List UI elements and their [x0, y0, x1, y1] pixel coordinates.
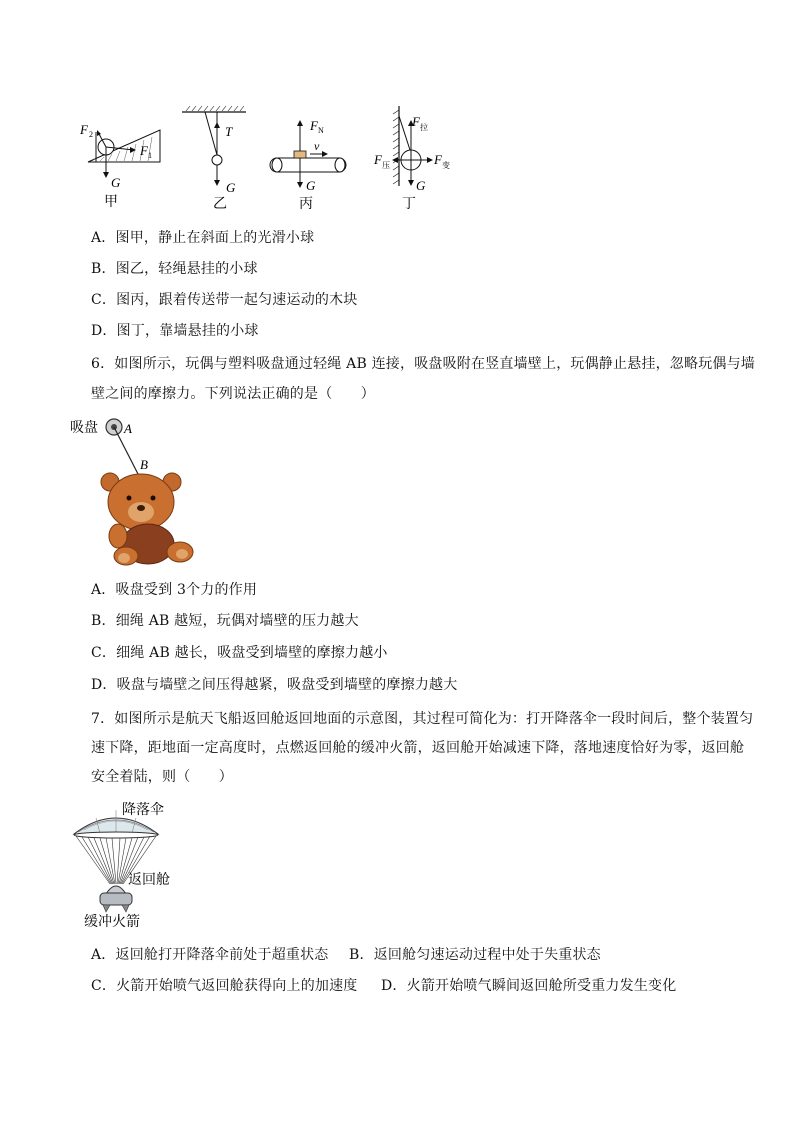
teddy-bear-icon [101, 473, 193, 565]
q7-option-d[interactable]: D．火箭开始喷气瞬间返回舱所受重力发生变化 [381, 978, 677, 994]
q7-stem-line2: 速下降，距地面一定高度时，点燃返回舱的缓冲火箭，返回舱开始减速下降，落地速度恰好为零，返回舱 [91, 740, 745, 756]
caption-yi: 乙 [213, 197, 227, 212]
label-sucker: 吸盘 [70, 421, 98, 436]
q6-option-b[interactable]: B．细绳 AB 越短，玩偶对墙壁的压力越大 [91, 613, 359, 629]
q7-figure [70, 796, 210, 930]
label-Fla: F [412, 114, 420, 129]
label-v: v [314, 139, 320, 153]
svg-text:2: 2 [89, 130, 93, 139]
q5-option-a[interactable]: A．图甲，静止在斜面上的光滑小球 [91, 230, 315, 246]
svg-text:N: N [318, 126, 324, 135]
label-parachute: 降落伞 [122, 803, 164, 818]
q6-option-c[interactable]: C．细绳 AB 越长，吸盘受到墙壁的摩擦力越小 [91, 645, 388, 661]
caption-bing: 丙 [299, 197, 313, 212]
label-F2: F [80, 122, 88, 137]
label-G-ding: G [416, 178, 426, 193]
fig-yi [182, 106, 246, 212]
label-G-bing: G [306, 178, 316, 193]
svg-text:压: 压 [382, 161, 390, 170]
label-F1: F [140, 143, 148, 158]
q7-option-a[interactable]: A．返回舱打开降落伞前处于超重状态 [91, 947, 329, 963]
q5-option-c[interactable]: C．图丙，跟着传送带一起匀速运动的木块 [91, 292, 358, 308]
svg-text:拉: 拉 [420, 123, 428, 132]
svg-text:变: 变 [442, 161, 450, 170]
label-T: T [225, 124, 233, 139]
caption-jia: 甲 [104, 195, 118, 210]
q5-option-b[interactable]: B．图乙，轻绳悬挂的小球 [91, 261, 258, 277]
q6-stem-line1: 6．如图所示，玩偶与塑料吸盘通过轻绳 AB 连接，吸盘吸附在竖直墙壁上，玩偶静止悬挂，忽略玩偶与墙 [91, 356, 756, 372]
label-G-jia: G [111, 175, 121, 190]
q6-figure [70, 412, 210, 572]
q6-stem-line2: 壁之间的摩擦力。下列说法正确的是（ ） [91, 386, 375, 402]
fig-jia [79, 122, 160, 210]
q7-option-b[interactable]: B．返回舱匀速运动过程中处于失重状态 [349, 947, 601, 963]
q5-figure [70, 100, 470, 212]
label-capsule: 返回舱 [128, 873, 170, 888]
label-rocket: 缓冲火箭 [84, 915, 140, 930]
q5-option-d[interactable]: D．图丁，靠墙悬挂的小球 [91, 323, 259, 339]
q7-stem-line1: 7．如图所示是航天飞船返回舱返回地面的示意图，其过程可简化为：打开降落伞一段时间后，整个装置匀 [91, 711, 754, 727]
capsule-icon [100, 886, 132, 912]
label-FN: F [310, 118, 318, 133]
label-G-yi: G [226, 180, 236, 195]
caption-ding: 丁 [402, 197, 416, 212]
label-B: B [140, 457, 148, 472]
q7-option-c[interactable]: C．火箭开始喷气返回舱获得向上的加速度 [91, 978, 358, 994]
label-Fbian: F [434, 152, 442, 167]
fig-bing [270, 118, 346, 212]
q6-option-a[interactable]: A．吸盘受到 3个力的作用 [91, 582, 258, 598]
q7-stem-line3: 安全着陆，则（ ） [91, 769, 233, 785]
fig-ding [373, 106, 450, 212]
q6-option-d[interactable]: D．吸盘与墙壁之间压得越紧，吸盘受到墙壁的摩擦力越大 [91, 677, 458, 693]
svg-text:1: 1 [148, 151, 152, 160]
label-A: A [124, 421, 132, 436]
label-Fya: F [374, 152, 382, 167]
